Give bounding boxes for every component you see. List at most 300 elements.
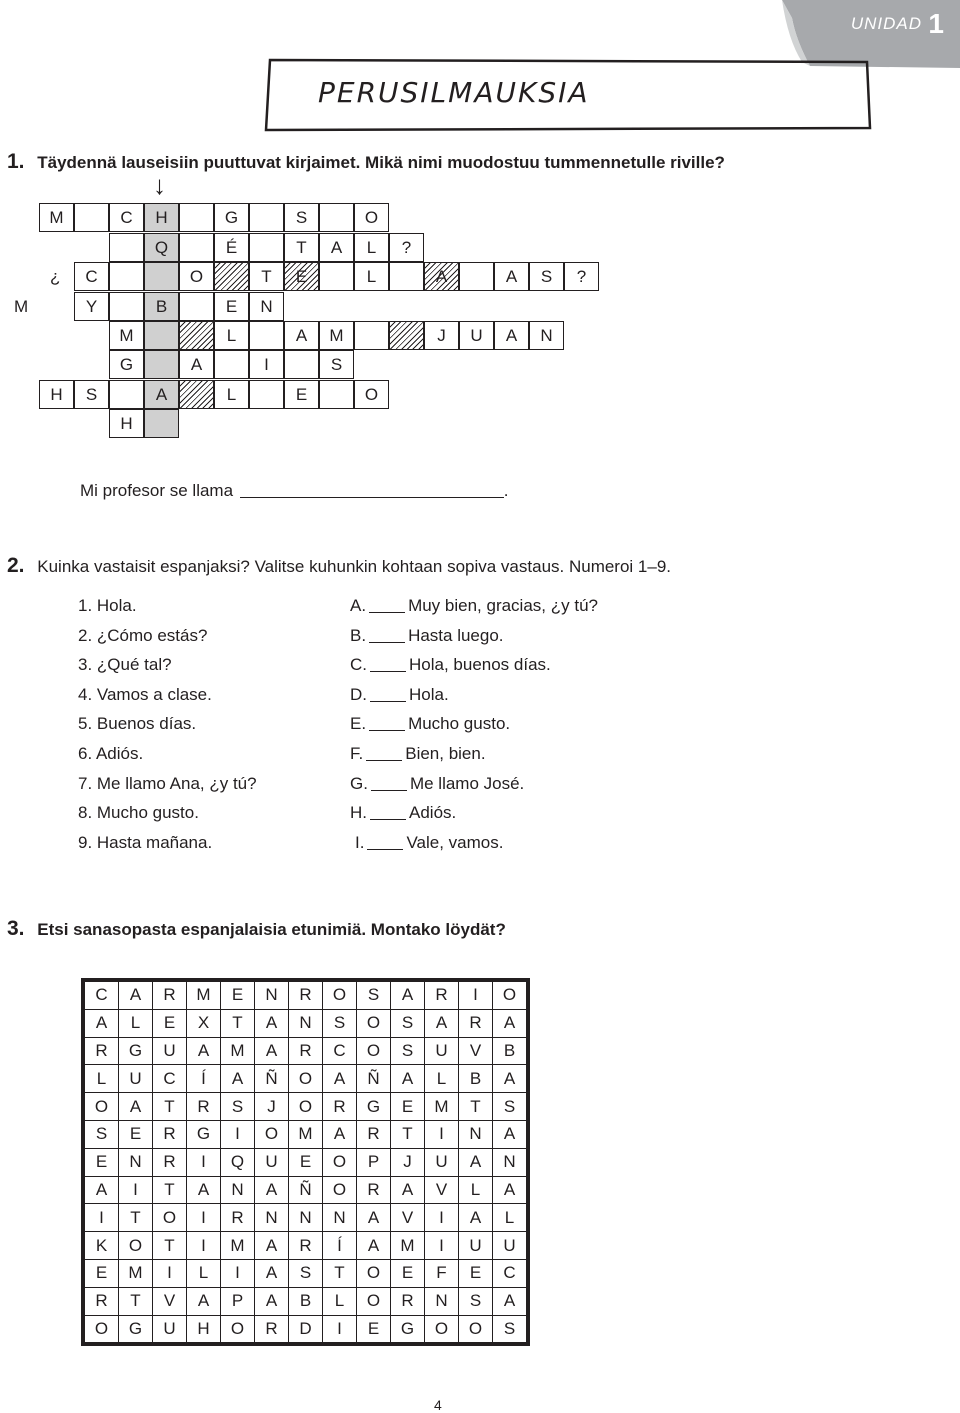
grid-cell[interactable]: A	[493, 1009, 527, 1037]
answer-text: Muy bien, gracias, ¿y tú?	[408, 596, 598, 615]
crossword-cell[interactable]: E	[214, 292, 249, 321]
number-blank[interactable]	[369, 716, 405, 731]
grid-row	[85, 1120, 527, 1148]
exercise-2-number: 2.	[7, 554, 25, 577]
answer-letter: H.	[350, 803, 367, 823]
crossword-cell[interactable]: G	[214, 203, 249, 232]
grid-cell[interactable]: E	[85, 1259, 119, 1287]
grid-cell[interactable]: A	[255, 1037, 289, 1065]
grid-cell[interactable]: U	[425, 1148, 459, 1176]
crossword-cell[interactable]	[144, 350, 179, 379]
grid-cell[interactable]: A	[255, 1009, 289, 1037]
crossword-cell[interactable]	[354, 321, 389, 350]
exercise-3-header	[7, 917, 506, 941]
grid-cell[interactable]: E	[391, 1093, 425, 1121]
grid-cell[interactable]: A	[493, 1120, 527, 1148]
crossword-cell[interactable]: O	[354, 203, 389, 232]
answer-text: Mucho gusto.	[408, 714, 511, 734]
grid-cell[interactable]: L	[459, 1176, 493, 1204]
word-search	[81, 978, 530, 1346]
grid-cell[interactable]: Ñ	[357, 1065, 391, 1093]
grid-cell[interactable]: I	[425, 1232, 459, 1260]
grid-cell[interactable]: A	[255, 1176, 289, 1204]
grid-cell[interactable]: R	[85, 1037, 119, 1065]
crossword-cell[interactable]: I	[249, 350, 284, 379]
crossword-cell[interactable]: O	[179, 262, 214, 291]
grid-cell[interactable]: I	[119, 1176, 153, 1204]
grid-cell[interactable]: N	[221, 1176, 255, 1204]
grid-cell[interactable]: C	[493, 1259, 527, 1287]
arrow-down-icon: ↓	[153, 170, 166, 200]
page-title: PERUSILMAUKSIA	[318, 76, 590, 109]
grid-cell[interactable]: G	[187, 1120, 221, 1148]
grid-cell[interactable]: G	[391, 1315, 425, 1343]
grid-cell[interactable]: O	[153, 1204, 187, 1232]
crossword-cell[interactable]	[319, 203, 354, 232]
grid-cell[interactable]: R	[289, 982, 323, 1010]
grid-cell[interactable]: R	[323, 1093, 357, 1121]
question-item: 9. Hasta mañana.	[78, 832, 213, 852]
grid-cell[interactable]: A	[493, 1065, 527, 1093]
grid-cell[interactable]: F	[425, 1259, 459, 1287]
grid-cell[interactable]: Í	[187, 1065, 221, 1093]
crossword-cell[interactable]	[109, 233, 144, 262]
crossword-cell[interactable]: ?	[564, 262, 599, 291]
number-blank[interactable]	[369, 628, 405, 643]
grid-cell[interactable]: A	[255, 1259, 289, 1287]
grid-cell[interactable]: Ñ	[289, 1176, 323, 1204]
grid-cell[interactable]: T	[459, 1093, 493, 1121]
grid-cell[interactable]: M	[289, 1120, 323, 1148]
grid-cell[interactable]: A	[85, 1176, 119, 1204]
grid-cell[interactable]: V	[391, 1204, 425, 1232]
crossword-cell[interactable]: L	[354, 233, 389, 262]
grid-row	[85, 1009, 527, 1037]
grid-cell[interactable]: A	[187, 1176, 221, 1204]
crossword-cell[interactable]: T	[284, 233, 319, 262]
crossword-cell[interactable]	[144, 321, 179, 350]
grid-cell[interactable]: O	[357, 1037, 391, 1065]
grid-cell[interactable]: A	[391, 1176, 425, 1204]
grid-cell[interactable]: I	[187, 1232, 221, 1260]
grid-cell[interactable]: R	[459, 1009, 493, 1037]
grid-cell[interactable]: E	[357, 1315, 391, 1343]
grid-cell[interactable]: O	[357, 1009, 391, 1037]
answer-blank[interactable]	[240, 483, 504, 498]
grid-cell[interactable]: J	[391, 1148, 425, 1176]
grid-cell[interactable]: L	[85, 1065, 119, 1093]
crossword-cell[interactable]: U	[459, 321, 494, 350]
grid-cell[interactable]: O	[357, 1259, 391, 1287]
grid-cell[interactable]: C	[153, 1065, 187, 1093]
crossword-outside-letter: ¿	[50, 267, 61, 286]
crossword-cell[interactable]: L	[214, 321, 249, 350]
grid-cell[interactable]: A	[459, 1148, 493, 1176]
answer-text: Vale, vamos.	[406, 832, 504, 852]
grid-cell[interactable]: H	[187, 1315, 221, 1343]
number-blank[interactable]	[366, 746, 402, 761]
grid-cell[interactable]: N	[323, 1204, 357, 1232]
grid-cell[interactable]: O	[255, 1120, 289, 1148]
grid-cell[interactable]: G	[119, 1315, 153, 1343]
answer-letter: D.	[350, 684, 367, 704]
number-blank[interactable]	[367, 835, 403, 850]
grid-cell[interactable]: Q	[221, 1148, 255, 1176]
grid-row	[85, 1232, 527, 1260]
crossword-cell[interactable]	[74, 203, 109, 232]
unit-number: 1	[928, 8, 944, 39]
crossword-cell[interactable]: M	[39, 203, 74, 232]
grid-cell[interactable]: G	[119, 1037, 153, 1065]
grid-cell[interactable]: O	[459, 1315, 493, 1343]
crossword-cell[interactable]: S	[74, 380, 109, 409]
grid-cell[interactable]: T	[119, 1287, 153, 1315]
crossword-cell[interactable]	[249, 203, 284, 232]
crossword-cell[interactable]	[214, 350, 249, 379]
crossword-outside-letter: M	[14, 297, 29, 316]
grid-cell[interactable]: O	[85, 1093, 119, 1121]
answer-option	[350, 626, 504, 646]
answer-letter: A.	[350, 596, 367, 615]
grid-cell[interactable]: A	[425, 1009, 459, 1037]
grid-cell[interactable]: A	[493, 1176, 527, 1204]
grid-cell[interactable]: N	[255, 982, 289, 1010]
grid-cell[interactable]: S	[459, 1287, 493, 1315]
crossword-cell[interactable]	[214, 262, 249, 291]
grid-cell[interactable]: A	[187, 1287, 221, 1315]
answer-option	[350, 655, 551, 675]
grid-row	[85, 1037, 527, 1065]
grid-cell[interactable]: I	[425, 1120, 459, 1148]
crossword-cell[interactable]	[144, 262, 179, 291]
crossword-cell[interactable]	[249, 321, 284, 350]
crossword-cell[interactable]: A	[179, 350, 214, 379]
grid-cell[interactable]: Í	[323, 1232, 357, 1260]
grid-cell[interactable]: V	[153, 1287, 187, 1315]
crossword-cell[interactable]	[249, 233, 284, 262]
grid-cell[interactable]: A	[357, 1232, 391, 1260]
grid-cell[interactable]: B	[459, 1065, 493, 1093]
grid-cell[interactable]: E	[289, 1148, 323, 1176]
grid-cell[interactable]: N	[289, 1009, 323, 1037]
grid-cell[interactable]: A	[221, 1065, 255, 1093]
grid-cell[interactable]: R	[153, 982, 187, 1010]
grid-cell[interactable]: M	[119, 1259, 153, 1287]
grid-cell[interactable]: R	[357, 1176, 391, 1204]
grid-cell[interactable]: S	[391, 1009, 425, 1037]
grid-cell[interactable]: V	[425, 1176, 459, 1204]
grid-cell[interactable]: S	[289, 1259, 323, 1287]
grid-cell[interactable]: D	[289, 1315, 323, 1343]
grid-cell[interactable]: A	[459, 1204, 493, 1232]
grid-cell[interactable]: E	[391, 1259, 425, 1287]
grid-cell[interactable]: N	[255, 1204, 289, 1232]
crossword-cell[interactable]: E	[284, 262, 319, 291]
grid-cell[interactable]: A	[85, 1009, 119, 1037]
grid-cell[interactable]: I	[459, 982, 493, 1010]
grid-cell[interactable]: L	[187, 1259, 221, 1287]
crossword-cell[interactable]	[284, 350, 319, 379]
crossword-cell[interactable]: H	[144, 203, 179, 232]
crossword-cell[interactable]: S	[319, 350, 354, 379]
question-item: 3. ¿Qué tal?	[78, 655, 172, 675]
crossword-cell[interactable]: J	[424, 321, 459, 350]
crossword-cell[interactable]: N	[529, 321, 564, 350]
grid-cell[interactable]: R	[153, 1148, 187, 1176]
grid-cell[interactable]: T	[119, 1204, 153, 1232]
grid-cell[interactable]: O	[493, 982, 527, 1010]
grid-cell[interactable]: S	[323, 1009, 357, 1037]
grid-cell[interactable]: R	[289, 1037, 323, 1065]
grid-cell[interactable]: C	[323, 1037, 357, 1065]
grid-cell[interactable]: O	[85, 1315, 119, 1343]
crossword-cell[interactable]: E	[284, 380, 319, 409]
grid-cell[interactable]: R	[153, 1120, 187, 1148]
grid-cell[interactable]: U	[459, 1232, 493, 1260]
crossword-cell[interactable]	[319, 262, 354, 291]
grid-cell[interactable]: S	[493, 1315, 527, 1343]
grid-row	[85, 1148, 527, 1176]
crossword-cell[interactable]: A	[319, 233, 354, 262]
grid-cell[interactable]: I	[85, 1204, 119, 1232]
grid-cell[interactable]: U	[153, 1037, 187, 1065]
grid-cell[interactable]: A	[357, 1204, 391, 1232]
crossword-cell[interactable]	[179, 321, 214, 350]
grid-cell[interactable]: A	[119, 982, 153, 1010]
crossword-cell[interactable]: É	[214, 233, 249, 262]
grid-cell[interactable]: U	[153, 1315, 187, 1343]
grid-row	[85, 1093, 527, 1121]
answer-option	[350, 744, 486, 764]
grid-cell[interactable]: S	[85, 1120, 119, 1148]
grid-cell[interactable]: A	[255, 1232, 289, 1260]
grid-cell[interactable]: R	[85, 1287, 119, 1315]
crossword-cell[interactable]	[459, 262, 494, 291]
grid-cell[interactable]: E	[153, 1009, 187, 1037]
crossword-cell[interactable]	[109, 262, 144, 291]
grid-cell[interactable]: T	[153, 1232, 187, 1260]
grid-cell[interactable]: R	[255, 1315, 289, 1343]
grid-cell[interactable]: N	[119, 1148, 153, 1176]
grid-cell[interactable]: O	[119, 1232, 153, 1260]
grid-cell[interactable]: S	[493, 1093, 527, 1121]
sentence-prefix: Mi profesor se llama	[80, 481, 234, 500]
answer-option	[350, 596, 598, 616]
grid-row	[85, 1287, 527, 1315]
grid-cell[interactable]: L	[425, 1065, 459, 1093]
grid-cell[interactable]: E	[459, 1259, 493, 1287]
grid-cell[interactable]: A	[323, 1065, 357, 1093]
grid-cell[interactable]: S	[357, 982, 391, 1010]
answer-text: Bien, bien.	[405, 744, 486, 763]
crossword-cell[interactable]: A	[494, 321, 529, 350]
grid-cell[interactable]: A	[187, 1037, 221, 1065]
question-item: 2. ¿Cómo estás?	[78, 625, 208, 645]
grid-cell[interactable]: O	[425, 1315, 459, 1343]
crossword-cell[interactable]: A	[494, 262, 529, 291]
grid-cell[interactable]: X	[187, 1009, 221, 1037]
grid-cell[interactable]: M	[221, 1232, 255, 1260]
grid-cell[interactable]: N	[289, 1204, 323, 1232]
grid-cell[interactable]: O	[357, 1287, 391, 1315]
grid-cell[interactable]: R	[425, 982, 459, 1010]
grid-cell[interactable]: S	[391, 1037, 425, 1065]
crossword-cell[interactable]: Q	[144, 233, 179, 262]
crossword-cell[interactable]: C	[74, 262, 109, 291]
grid-row	[85, 1259, 527, 1287]
crossword-cell[interactable]: A	[144, 380, 179, 409]
number-blank[interactable]	[371, 776, 407, 791]
grid-cell[interactable]: T	[391, 1120, 425, 1148]
grid-cell[interactable]: A	[391, 1065, 425, 1093]
grid-cell[interactable]: E	[85, 1148, 119, 1176]
crossword-cell[interactable]: O	[354, 380, 389, 409]
grid-cell[interactable]: R	[357, 1120, 391, 1148]
number-blank[interactable]	[370, 687, 406, 702]
crossword-cell[interactable]	[179, 380, 214, 409]
grid-cell[interactable]: U	[255, 1148, 289, 1176]
crossword-cell[interactable]	[389, 321, 424, 350]
question-item: 8. Mucho gusto.	[78, 803, 199, 823]
crossword-cell[interactable]: S	[284, 203, 319, 232]
exercise-1-number: 1.	[7, 150, 25, 173]
grid-row	[85, 1315, 527, 1343]
grid-cell[interactable]: R	[289, 1232, 323, 1260]
grid-cell[interactable]: A	[391, 982, 425, 1010]
crossword-cell[interactable]	[179, 233, 214, 262]
grid-cell[interactable]: O	[221, 1315, 255, 1343]
grid-cell[interactable]: I	[425, 1204, 459, 1232]
grid-cell[interactable]: U	[119, 1065, 153, 1093]
crossword-cell[interactable]: T	[249, 262, 284, 291]
answer-text: Adiós.	[409, 803, 457, 823]
grid-cell[interactable]: T	[153, 1176, 187, 1204]
crossword-cell[interactable]	[389, 262, 424, 291]
grid-cell[interactable]: I	[221, 1259, 255, 1287]
grid-cell[interactable]: I	[153, 1259, 187, 1287]
crossword-cell[interactable]: ?	[389, 233, 424, 262]
crossword-cell[interactable]: G	[109, 350, 144, 379]
grid-cell[interactable]: U	[493, 1232, 527, 1260]
grid-cell[interactable]: I	[221, 1120, 255, 1148]
exercise-2-instruction: Kuinka vastaisit espanjaksi? Valitse kuhunkin kohtaan sopiva vastaus. Numeroi 1–9.	[37, 557, 672, 576]
grid-cell[interactable]: K	[85, 1232, 119, 1260]
grid-cell[interactable]: O	[323, 1176, 357, 1204]
crossword-cell[interactable]	[109, 380, 144, 409]
grid-cell[interactable]: E	[119, 1120, 153, 1148]
crossword-cell[interactable]: C	[109, 203, 144, 232]
question-item: 7. Me llamo Ana, ¿y tú?	[78, 773, 257, 793]
grid-cell[interactable]: O	[289, 1093, 323, 1121]
number-blank[interactable]	[370, 805, 406, 820]
unit-label: UNIDAD	[850, 14, 922, 33]
grid-cell[interactable]: T	[323, 1259, 357, 1287]
grid-cell[interactable]: M	[187, 982, 221, 1010]
crossword-cell[interactable]	[179, 203, 214, 232]
crossword-cell[interactable]: L	[354, 262, 389, 291]
grid-cell[interactable]: I	[187, 1204, 221, 1232]
crossword-cell[interactable]: A	[424, 262, 459, 291]
grid-cell[interactable]: P	[221, 1287, 255, 1315]
crossword-cell[interactable]: A	[284, 321, 319, 350]
grid-cell[interactable]: I	[187, 1148, 221, 1176]
grid-cell[interactable]: M	[391, 1232, 425, 1260]
crossword-cell[interactable]	[109, 292, 144, 321]
grid-cell[interactable]: T	[153, 1093, 187, 1121]
grid-cell[interactable]: E	[221, 982, 255, 1010]
grid-cell[interactable]: R	[187, 1093, 221, 1121]
question-item: 6. Adiós.	[78, 744, 144, 763]
answer-letter: I.	[355, 832, 365, 852]
grid-cell[interactable]: M	[221, 1037, 255, 1065]
grid-cell[interactable]: J	[255, 1093, 289, 1121]
crossword-cell[interactable]: Y	[74, 292, 109, 321]
crossword-cell[interactable]: M	[109, 321, 144, 350]
grid-row	[85, 1204, 527, 1232]
crossword-cell[interactable]	[179, 292, 214, 321]
grid-cell[interactable]: O	[323, 982, 357, 1010]
question-item: 1. Hola.	[78, 596, 137, 615]
grid-cell[interactable]: A	[493, 1287, 527, 1315]
grid-cell[interactable]: R	[391, 1287, 425, 1315]
crossword-cell[interactable]	[319, 380, 354, 409]
number-blank[interactable]	[370, 657, 406, 672]
crossword-cell[interactable]: L	[214, 380, 249, 409]
grid-cell[interactable]: L	[119, 1009, 153, 1037]
grid-cell[interactable]: Ñ	[255, 1065, 289, 1093]
answer-option	[355, 833, 503, 853]
grid-cell[interactable]: N	[459, 1120, 493, 1148]
sentence-end: .	[503, 481, 509, 500]
grid-cell[interactable]: N	[425, 1287, 459, 1315]
crossword-cell[interactable]	[144, 409, 179, 438]
grid-cell[interactable]: L	[323, 1287, 357, 1315]
grid-cell[interactable]: O	[323, 1148, 357, 1176]
answer-option	[350, 803, 456, 823]
grid-cell[interactable]: S	[221, 1093, 255, 1121]
grid-cell[interactable]: B	[493, 1037, 527, 1065]
grid-cell[interactable]: B	[289, 1287, 323, 1315]
grid-cell[interactable]: C	[85, 982, 119, 1010]
crossword-cell[interactable]	[249, 380, 284, 409]
crossword-cell[interactable]: N	[249, 292, 284, 321]
number-blank[interactable]	[369, 598, 405, 613]
grid-cell[interactable]: M	[425, 1093, 459, 1121]
grid-cell[interactable]: O	[289, 1065, 323, 1093]
answer-option	[350, 685, 449, 705]
crossword-cell[interactable]: B	[144, 292, 179, 321]
grid-cell[interactable]: L	[493, 1204, 527, 1232]
crossword-cell[interactable]: H	[109, 409, 144, 438]
page-number: 4	[434, 1397, 442, 1413]
grid-cell[interactable]: R	[221, 1204, 255, 1232]
grid-cell[interactable]: U	[425, 1037, 459, 1065]
grid-cell[interactable]: V	[459, 1037, 493, 1065]
grid-cell[interactable]: G	[357, 1093, 391, 1121]
crossword-cell[interactable]: M	[319, 321, 354, 350]
answer-text: Me llamo José.	[409, 773, 525, 793]
grid-cell[interactable]: A	[119, 1093, 153, 1121]
grid-cell[interactable]: I	[323, 1315, 357, 1343]
grid-cell[interactable]: P	[357, 1148, 391, 1176]
grid-cell[interactable]: T	[221, 1009, 255, 1037]
answer-letter: F.	[350, 744, 364, 763]
grid-cell[interactable]: N	[493, 1148, 527, 1176]
grid-cell[interactable]: A	[323, 1120, 357, 1148]
grid-cell[interactable]: A	[255, 1287, 289, 1315]
crossword-cell[interactable]: S	[529, 262, 564, 291]
crossword-cell[interactable]: H	[39, 380, 74, 409]
